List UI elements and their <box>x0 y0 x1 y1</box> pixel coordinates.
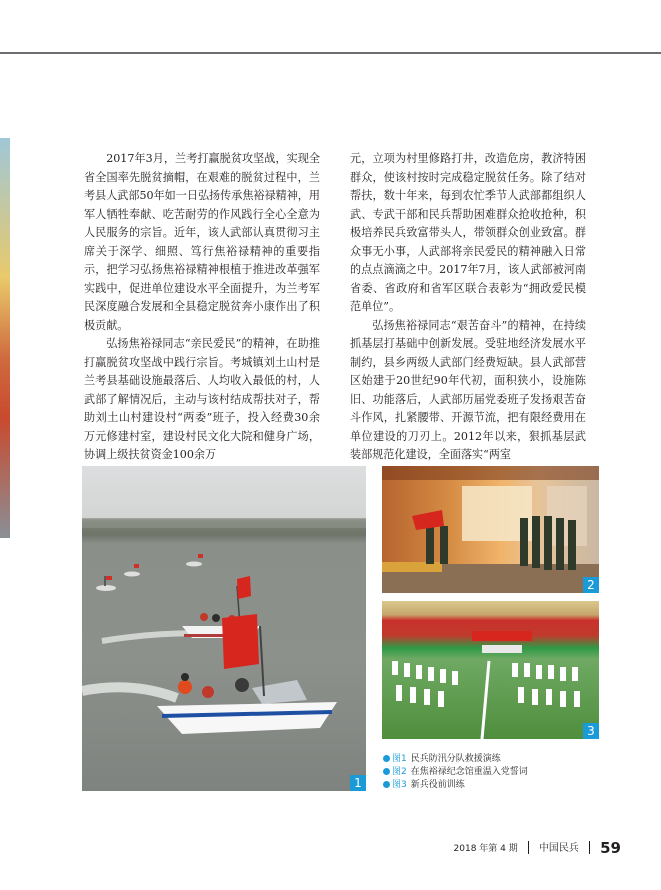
paragraph: 元，立项为村里修路打井，改造危房，教济特困群众，使该村按时完成稳定脱贫任务。除了结对帮扶，数十年来，每到农忙季节人武部都组织人武、专武干部和民兵帮助困难群众抢收抢种，积极培养民兵致富带头人，带领群众创业致富。群众事无小事，人武部将亲民爱民的精神融入日常的点点滴滴之中。2017年7月，该人武部被河南省委、省政府和省军区联合表彰为“拥政爱民模范单位”。 <box>350 152 586 313</box>
paragraph: 弘扬焦裕禄同志“艰苦奋斗”的精神，在持续抓基层打基础中创新发展。受驻地经济发展水平制约，县乡两级人武部门经费短缺。县人武部营区始建于20世纪90年代初，面积狭小，设施陈旧、功能落后，人武部历届党委班子发扬艰苦奋斗作风，扎紧腰带、开源节流，把有限经费用在单位建设的刀刃上。2012年以来，狠抓基层武装部规范化建设，全面落实“两室 <box>350 318 586 461</box>
caption-label: 图1 <box>392 754 407 764</box>
caption-bullet-icon <box>383 755 390 762</box>
footer-divider <box>528 841 529 854</box>
issue-label: 2018 年第 4 期 <box>453 844 518 854</box>
caption-text: 民兵防汛分队救援演练 <box>410 754 501 764</box>
page-number: 59 <box>600 839 621 857</box>
photo-number-badge: 2 <box>583 577 599 593</box>
boats-illustration <box>82 466 366 791</box>
caption-item <box>383 766 528 779</box>
caption-bullet-icon <box>383 781 390 788</box>
page-footer <box>454 838 621 857</box>
caption-item <box>383 779 528 792</box>
caption-item <box>383 753 528 766</box>
caption-text: 新兵役前训练 <box>410 780 465 790</box>
photo-memorial-hall-oath <box>382 466 599 593</box>
text-column-right <box>350 150 586 465</box>
caption-text: 在焦裕禄纪念馆重温入党誓词 <box>410 767 528 777</box>
photo-number-badge: 1 <box>350 775 366 791</box>
caption-label: 图2 <box>392 767 407 777</box>
text-column-left <box>84 150 320 465</box>
left-edge-photo-strip <box>0 138 10 538</box>
footer-divider <box>589 841 590 854</box>
hall-illustration <box>382 466 599 593</box>
paragraph: 2017年3月，兰考打赢脱贫攻坚战，实现全省全国率先脱贫摘帽，在艰难的脱贫过程中，兰考县人武部50年如一日弘扬传承焦裕禄精神，用军人牺牲奉献、吃苦耐劳的作风践行全心全意为人民服务的宗旨。近年，该人武部认真贯彻习主席关于深学、细照、笃行焦裕禄精神的重要指示，把学习弘扬焦裕禄精神根植于推进改革强军实践中，促进单位建设水平全面提升，为兰考军民深度融合发展和全县稳定脱贫奔小康作出了积极贡献。 <box>84 152 320 332</box>
caption-label: 图3 <box>392 780 407 790</box>
photo-recruit-training <box>382 601 599 739</box>
paragraph: 弘扬焦裕禄同志“亲民爱民”的精神，在助推打赢脱贫攻坚战中践行宗旨。考城镇刘土山村是兰考县基础设施最落后、人均收入最低的村，人武部了解情况后，主动与该村结成帮扶对子，帮助刘土山村建设村“两委”班子，投入经费30余万元修建村室，建设村民文化大院和健身广场，协调上级扶贫资金100余万 <box>84 337 320 461</box>
photo-flood-rescue-drill <box>82 466 366 791</box>
training-illustration <box>382 601 599 739</box>
photo-captions <box>383 753 528 792</box>
photo-number-badge: 3 <box>583 723 599 739</box>
header-rule <box>0 52 661 54</box>
caption-bullet-icon <box>383 768 390 775</box>
magazine-name: 中国民兵 <box>538 843 579 854</box>
